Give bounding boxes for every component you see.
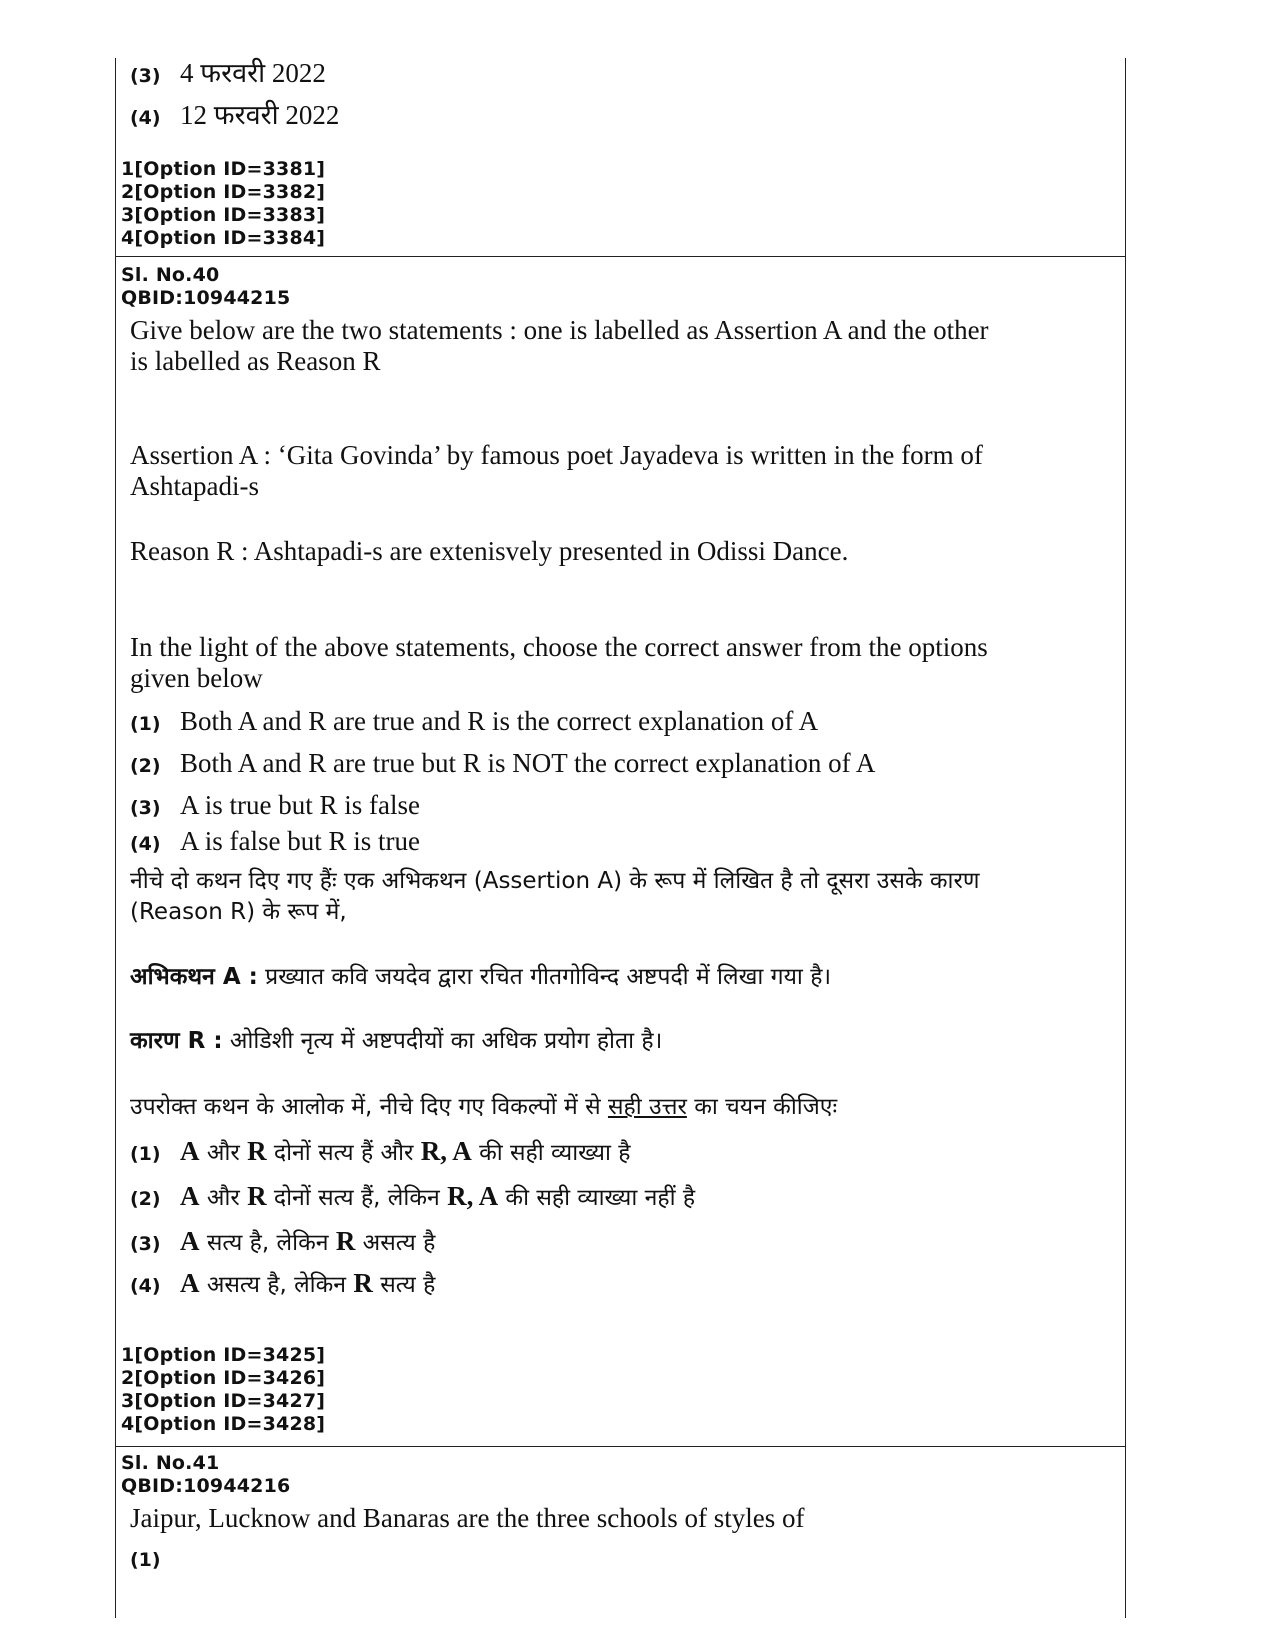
hindi-option-item: (4) A असत्य है, लेकिन R सत्य है (130, 1268, 436, 1298)
option-text: A is false but R is true (180, 826, 420, 856)
option-id: 2[Option ID=3426] (121, 1367, 326, 1389)
option-text: Both A and R are true and R is the correct explanation of A (180, 706, 819, 736)
qbid: QBID:10944216 (121, 1475, 291, 1497)
option-item: (3) A is true but R is false (130, 790, 420, 820)
option-id: 2[Option ID=3382] (121, 181, 326, 203)
option-item: (1) Both A and R are true and R is the correct explanation of A (130, 706, 819, 736)
reason-r: Reason R : Ashtapadi-s are extenisvely presented in Odissi Dance. (130, 536, 849, 566)
question-instruction: In the light of the above statements, choose the correct answer from the options given below (130, 632, 988, 693)
option-number: (1) (130, 1549, 161, 1571)
option-item: (2) Both A and R are true but R is NOT the correct explanation of A (130, 748, 876, 778)
option-id-list (121, 1344, 325, 1436)
question-text: Jaipur, Lucknow and Banaras are the three schools of styles of (130, 1503, 805, 1533)
row-divider (115, 1446, 1126, 1447)
row-divider (115, 256, 1126, 257)
question-header (121, 1452, 290, 1498)
hindi-intro: नीचे दो कथन दिए गए हैंः एक अभिकथन (Assertion A) के रूप में लिखित है तो दूसरा उसके कारण (Reason R) के रूप में, (130, 868, 980, 925)
option-text: Both A and R are true but R is NOT the correct explanation of A (180, 748, 876, 778)
option-id: 3[Option ID=3427] (121, 1390, 326, 1412)
serial-number: Sl. No.41 (121, 1452, 220, 1474)
option-id: 3[Option ID=3383] (121, 204, 326, 226)
serial-number: Sl. No.40 (121, 264, 220, 286)
option-text: 12 फरवरी 2022 (180, 100, 340, 130)
hindi-assertion: अभिकथन A : प्रख्यात कवि जयदेव द्वारा रचित गीतगोविन्द अष्टपदी में लिखा गया है। (130, 964, 832, 990)
option-id: 1[Option ID=3425] (121, 1344, 326, 1366)
question-header (121, 264, 290, 310)
option-number: (3) (130, 65, 161, 87)
option-id: 4[Option ID=3428] (121, 1413, 326, 1435)
hindi-reason-label: कारण R : (130, 1028, 223, 1054)
assertion-a: Assertion A : ‘Gita Govinda’ by famous poet Jayadeva is written in the form of Ashtapadi-s (130, 440, 983, 501)
hindi-reason: कारण R : ओडिशी नृत्य में अष्टपदीयों का अधिक प्रयोग होता है। (130, 1028, 663, 1054)
hindi-option-item: (2) A और R दोनों सत्य हैं, लेकिन R, A की सही व्याख्या नहीं है (130, 1181, 696, 1211)
option-item (130, 58, 326, 89)
option-id-list (121, 158, 325, 250)
option-item: (4) A is false but R is true (130, 826, 420, 856)
option-item (130, 100, 339, 131)
option-id: 4[Option ID=3384] (121, 227, 326, 249)
option-text: 4 फरवरी 2022 (180, 58, 326, 88)
hindi-option-item: (3) A सत्य है, लेकिन R असत्य है (130, 1226, 436, 1256)
hindi-assertion-label: अभिकथन A : (130, 964, 258, 990)
option-item (130, 1549, 180, 1571)
option-text: A is true but R is false (180, 790, 420, 820)
option-number: (4) (130, 107, 161, 129)
underlined-phrase: सही उत्तर (607, 1094, 687, 1120)
option-id: 1[Option ID=3381] (121, 158, 326, 180)
qbid: QBID:10944215 (121, 287, 291, 309)
question-intro: Give below are the two statements : one is labelled as Assertion A and the other is labelled as Reason R (130, 315, 989, 376)
hindi-option-item: (1) A और R दोनों सत्य हैं और R, A की सही व्याख्या है (130, 1136, 631, 1166)
hindi-instruction: उपरोक्त कथन के आलोक में, नीचे दिए गए विकल्पों में से सही उत्तर का चयन कीजिएः (130, 1094, 838, 1120)
